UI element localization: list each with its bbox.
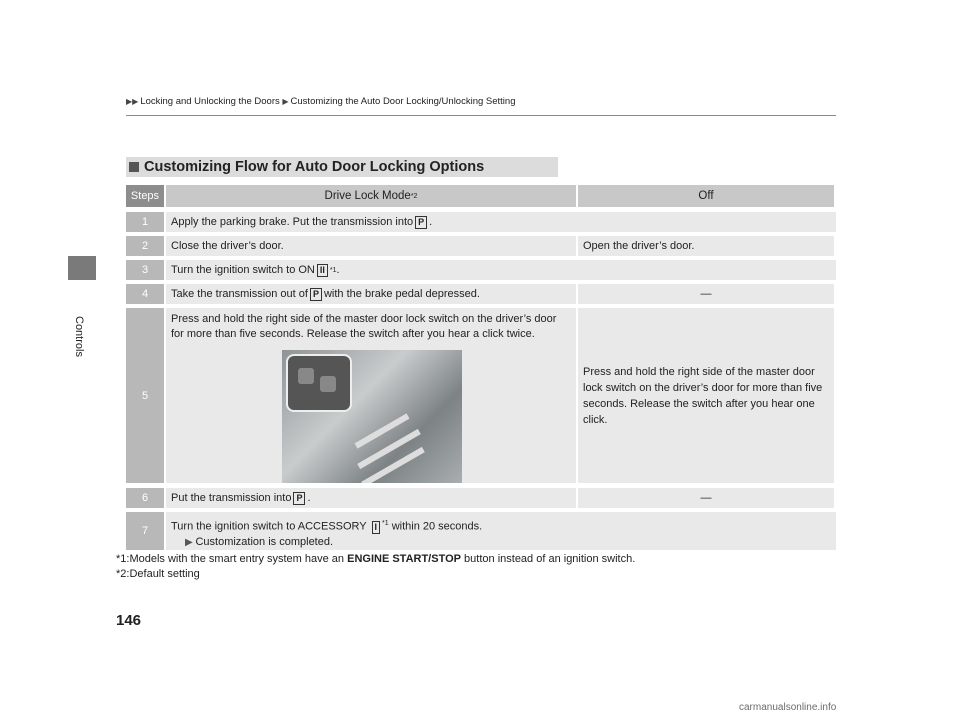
header-rule [126,115,836,116]
chapter-label: Controls [73,316,85,357]
table-row [126,488,836,508]
result-arrow-icon: ▶ [185,536,196,548]
step-mode-text: Put the transmission into P . [164,488,576,508]
step-mode-text: Take the transmission out of P with the brake pedal depressed. [164,284,576,304]
step-off-text: — [576,488,834,508]
step-off-text: Press and hold the right side of the master door lock switch on the driver’s door for more than five seconds. Release the switch after you hear one click. [576,308,834,483]
step-text: Turn the ignition switch to ON II *1 . [164,260,836,280]
table-row [126,512,836,550]
on-position-icon: II [317,264,328,277]
table-row [126,284,836,304]
breadcrumb-item-1[interactable]: Locking and Unlocking the Doors [140,96,280,107]
step-number: 7 [126,512,164,550]
step-text: Turn the ignition switch to ACCESSORY I $^{*1}$ within 20 seconds. ▶ Customization is completed. [164,512,836,550]
step-off-text: Open the driver’s door. [576,236,834,256]
step-off-text: — [576,284,834,304]
header-steps: Steps [126,185,164,207]
header-drive-lock-mode: Drive Lock Mode *2 [164,185,576,207]
accessory-position-icon: I [372,521,381,534]
footnote-2: *2:Default setting [116,568,200,580]
table-row [126,260,836,280]
step-number: 3 [126,260,164,280]
section-heading: Customizing Flow for Auto Door Locking Options [126,157,558,177]
step-number: 5 [126,308,164,483]
table-row [126,212,836,232]
breadcrumb-arrow-icon: ▶▶ [126,97,139,106]
p-position-icon: P [415,216,427,229]
step-number: 2 [126,236,164,256]
door-lock-switch-photo [282,350,462,483]
page-number: 146 [116,612,142,629]
step-mode-text: Close the driver’s door. [164,236,576,256]
table-header-row [126,185,836,207]
breadcrumb [126,96,516,107]
step-text: Apply the parking brake. Put the transmission into P . [164,212,836,232]
step-number: 4 [126,284,164,304]
step-mode-text: Press and hold the right side of the master door lock switch on the driver’s door for more than five seconds. Release the switch after you hear a click twice. [171,313,557,340]
magnified-switch-icon [286,354,352,412]
header-off: Off [576,185,834,207]
square-bullet-icon [129,162,139,172]
p-position-icon: P [293,492,305,505]
breadcrumb-arrow-icon: ▶ [282,97,289,106]
step-number: 6 [126,488,164,508]
table-row [126,236,836,256]
table-row [126,308,836,483]
watermark[interactable]: carmanualsonline.info [739,702,837,713]
footnote-1: *1:Models with the smart entry system have an ENGINE START/STOP button instead of an ignition switch. [116,553,636,565]
breadcrumb-item-2[interactable]: Customizing the Auto Door Locking/Unlocking Setting [290,96,516,107]
p-position-icon: P [310,288,322,301]
step-number: 1 [126,212,164,232]
step-mode-cell [164,308,576,483]
chapter-tab [68,256,96,280]
